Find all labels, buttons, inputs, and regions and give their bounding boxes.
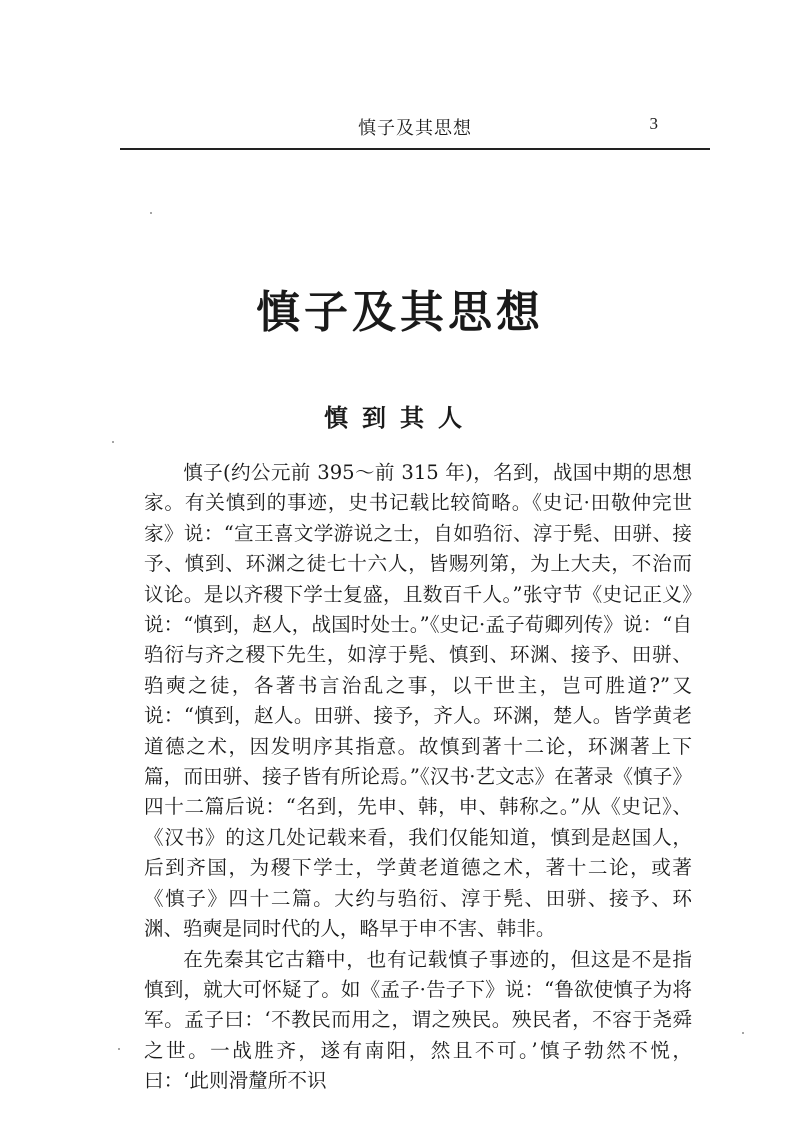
section-title: 慎到其人 — [324, 404, 476, 432]
running-header — [120, 112, 710, 146]
header-rule — [120, 148, 710, 150]
scan-speck — [150, 212, 152, 214]
scan-speck — [112, 441, 114, 443]
body-text — [144, 458, 692, 1097]
running-title: 慎子及其思想 — [358, 118, 472, 139]
scan-speck — [118, 1048, 120, 1050]
chapter-title: 慎子及其思想 — [256, 287, 544, 338]
page-number: 3 — [649, 114, 658, 133]
scan-speck — [742, 1032, 744, 1034]
paragraph-1: 慎子(约公元前 395～前 315 年)，名到，战国中期的思想家。有关慎到的事迹，史书记载比较简略。《史记·田敬仲完世家》说：“宣王喜文学游说之士，自如驺衍、淳于髡、田骈、接予、慎到、环渊之徒七十六人，皆赐列第，为上大夫，不治而议论。是以齐稷下学士复盛，且数百千人。”张守节《史记正义》说：“慎到，赵人，战国时处士。”《史记·孟子荀卿列传》说：“自驺衍与齐之稷下先生，如淳于髡、慎到、环渊、接予、田骈、驺奭之徒，各著书言治乱之事，以干世主，岂可胜道?”又说：“慎到，赵人。田骈、接予，齐人。环渊，楚人。皆学黄老道德之术，因发明序其指意。故慎到著十二论，环渊著上下篇，而田骈、接子皆有所论焉。”《汉书·艺文志》在著录《慎子》四十二篇后说：“名到，先申、韩，申、韩称之。”从《史记》、《汉书》的这几处记载来看，我们仅能知道，慎到是赵国人，后到齐国，为稷下学士，学黄老道德之术，著十二论，或著《慎子》四十二篇。大约与驺衍、淳于髡、田骈、接予、环渊、驺奭是同时代的人，略早于申不害、韩非。 — [144, 461, 692, 941]
paragraph-2: 在先秦其它古籍中，也有记载慎子事迹的，但这是不是指慎到，就大可怀疑了。如《孟子·告子下》说：“鲁欲使慎子为将军。孟子曰：‘不教民而用之，谓之殃民。殃民者，不容于尧舜之世。一战胜齐，遂有南阳，然且不可。’慎子勃然不悦，曰：‘此则滑釐所不识 — [144, 947, 692, 1093]
